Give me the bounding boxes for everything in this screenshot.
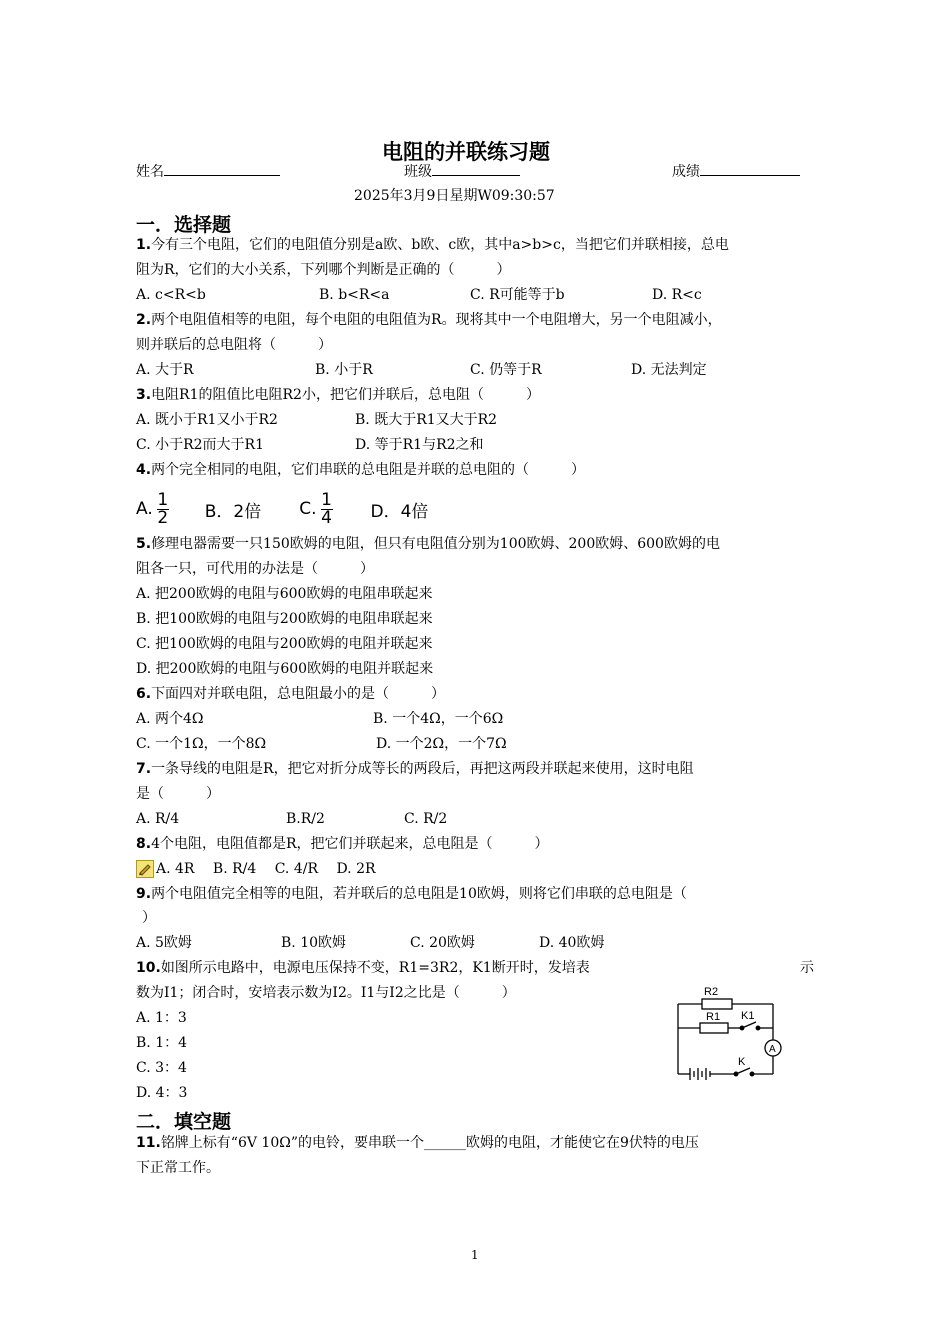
k-switch (736, 1068, 750, 1074)
q11-text-line1: 铭牌上标有“6V 10Ω”的电铃，要串联一个______欧姆的电阻，才能使它在9伏特的电压 (160, 1135, 699, 1151)
q7-number: 7. (136, 761, 152, 777)
question-6 (136, 684, 445, 704)
q9-option-b: B. 10欧姆 (281, 935, 347, 951)
q3-option-b: B. 既大于R1又大于R2 (355, 412, 498, 428)
q4-text-line1: 两个完全相同的电阻，它们串联的总电阻是并联的总电阻的（ ） (151, 462, 586, 478)
q4-option-c-numerator: 1 (321, 489, 332, 510)
question-2 (136, 310, 722, 330)
q2-option-a: A. 大于R (136, 362, 194, 378)
q4-option-a-label: A. (136, 499, 153, 519)
q7-option-a: A. R/4 (136, 811, 180, 827)
q10-option-a: A. 1：3 (136, 1010, 187, 1026)
k-label: K (738, 1056, 746, 1068)
q7-option-b: B.R/2 (286, 811, 325, 827)
page-number: 1 (471, 1248, 479, 1262)
name-field (136, 161, 280, 182)
q5-option-c: C. 把100欧姆的电阻与200欧姆的电阻并联起来 (136, 636, 433, 652)
section-choice-heading: 一．选择题 (136, 214, 232, 236)
section-fill-heading: 二．填空题 (136, 1111, 232, 1133)
q5-number: 5. (136, 536, 152, 552)
q3-number: 3. (136, 387, 152, 403)
q2-text-line2: 则并联后的总电阻将（ ） (136, 337, 332, 353)
q11-number: 11. (136, 1135, 161, 1151)
q6-option-c: C. 一个1Ω，一个8Ω (136, 736, 267, 752)
q2-option-d: D. 无法判定 (631, 362, 707, 378)
q1-option-c: C. R可能等于b (470, 287, 565, 303)
q1-option-a: A. c<R<b (136, 287, 206, 303)
q4-option-a-numerator: 1 (157, 489, 169, 510)
q10-option-b: B. 1：4 (136, 1035, 188, 1051)
q1-option-d: D. R<c (652, 287, 702, 303)
q5-text-line1: 修理电器需要一只150欧姆的电阻，但只有电阻值分别为100欧姆、200欧姆、600欧姆的电 (151, 536, 720, 552)
q3-option-d: D. 等于R1与R2之和 (355, 437, 484, 453)
q4-option-c-fraction (321, 489, 333, 528)
question-10 (136, 958, 590, 978)
q6-text-line1: 下面四对并联电阻，总电阻最小的是（ ） (151, 686, 446, 702)
q4-option-c-label: C. (299, 499, 317, 519)
q10-option-d: D. 4：3 (136, 1085, 188, 1101)
q7-option-c: C. R/2 (404, 811, 448, 827)
name-blank (164, 161, 280, 176)
q1-text-line2: 阻为R，它们的大小关系，下列哪个判断是正确的（ ） (136, 262, 511, 278)
q1-option-b: B. b<R<a (319, 287, 390, 303)
score-field (672, 161, 800, 182)
r1-label: R1 (706, 1011, 721, 1023)
question-9 (136, 884, 687, 904)
pencil-icon (136, 860, 154, 878)
q10-text-line2: 数为I1；闭合时，安培表示数为I2。I1与I2之比是（ ） (136, 985, 516, 1001)
datetime: 2025年3月9日星期W09:30:57 (354, 188, 555, 204)
q4-option-a-denominator: 2 (157, 507, 169, 528)
class-blank (432, 161, 520, 176)
q9-number: 9. (136, 886, 152, 902)
q4-number: 4. (136, 462, 152, 478)
k1-label: K1 (741, 1010, 755, 1022)
q4-option-b: B．2倍 (204, 501, 262, 522)
q4-option-d: D．4倍 (370, 501, 429, 522)
q4-options (136, 486, 428, 532)
r1-resistor (700, 1023, 728, 1033)
q9-text-line1: 两个电阻值完全相等的电阻，若并联后的总电阻是10欧姆，则将它们串联的总电阻是（ (151, 886, 687, 902)
question-8 (136, 834, 549, 854)
q9-option-c: C. 20欧姆 (410, 935, 475, 951)
q8-options-row (136, 859, 376, 879)
question-5 (136, 534, 720, 554)
score-label: 成绩 (672, 164, 700, 180)
q5-option-b: B. 把100欧姆的电阻与200欧姆的电阻串联起来 (136, 611, 433, 627)
class-label: 班级 (404, 164, 432, 180)
question-11 (136, 1133, 699, 1153)
circuit-diagram (668, 982, 798, 1086)
q10-number: 10. (136, 960, 161, 976)
q10-text-line1-end: 示 (800, 960, 814, 976)
q8-number: 8. (136, 836, 152, 852)
question-4 (136, 460, 585, 480)
q6-option-b: B. 一个4Ω，一个6Ω (373, 711, 504, 727)
q6-option-a: A. 两个4Ω (136, 711, 204, 727)
q3-option-c: C. 小于R2而大于R1 (136, 437, 265, 453)
r2-label: R2 (704, 986, 719, 998)
q6-number: 6. (136, 686, 152, 702)
q3-option-a: A. 既小于R1又小于R2 (136, 412, 278, 428)
question-7 (136, 759, 694, 779)
q9-text-line2: ） (142, 910, 156, 926)
q2-option-b: B. 小于R (315, 362, 373, 378)
q5-option-d: D. 把200欧姆的电阻与600欧姆的电阻并联起来 (136, 661, 434, 677)
q1-number: 1. (136, 237, 152, 253)
q2-text-line1: 两个电阻值相等的电阻，每个电阻的电阻值为R。现将其中一个电阻增大，另一个电阻减小， (151, 312, 722, 328)
q10-text-line1: 如图所示电路中，电源电压保持不变，R1=3R2，K1断开时，发培表 (160, 960, 590, 976)
r2-resistor (702, 999, 732, 1009)
question-3 (136, 385, 540, 405)
q8-options: A. 4R B. R/4 C. 4/R D. 2R (156, 861, 376, 877)
page-title: 电阻的并联练习题 (382, 140, 550, 164)
q1-text-line1: 今有三个电阻，它们的电阻值分别是a欧、b欧、c欧，其中a>b>c，当把它们并联相接，总电 (151, 237, 729, 253)
q3-text-line1: 电阻R1的阻值比电阻R2小，把它们并联后，总电阻（ ） (151, 387, 540, 403)
q7-text-line1: 一条导线的电阻是R，把它对折分成等长的两段后，再把这两段并联起来使用，这时电阻 (151, 761, 694, 777)
q9-option-a: A. 5欧姆 (136, 935, 192, 951)
q2-number: 2. (136, 312, 152, 328)
question-1 (136, 235, 729, 255)
q7-text-line2: 是（ ） (136, 786, 220, 802)
q8-text-line1: 4个电阻，电阻值都是R，把它们并联起来，总电阻是（ ） (151, 836, 549, 852)
q11-text-line2: 下正常工作。 (136, 1160, 220, 1176)
name-label: 姓名 (136, 164, 164, 180)
q6-option-d: D. 一个2Ω，一个7Ω (376, 736, 507, 752)
q10-option-c: C. 3：4 (136, 1060, 187, 1076)
q5-text-line2: 阻各一只，可代用的办法是（ ） (136, 561, 374, 577)
q4-option-a-fraction (157, 489, 169, 528)
q4-option-c-denominator: 4 (321, 507, 332, 528)
q5-option-a: A. 把200欧姆的电阻与600欧姆的电阻串联起来 (136, 586, 433, 602)
q2-option-c: C. 仍等于R (470, 362, 542, 378)
k1-switch (742, 1022, 756, 1028)
class-field (404, 161, 520, 182)
score-blank (700, 161, 800, 176)
ammeter-label: A (769, 1044, 776, 1055)
q9-option-d: D. 40欧姆 (539, 935, 605, 951)
